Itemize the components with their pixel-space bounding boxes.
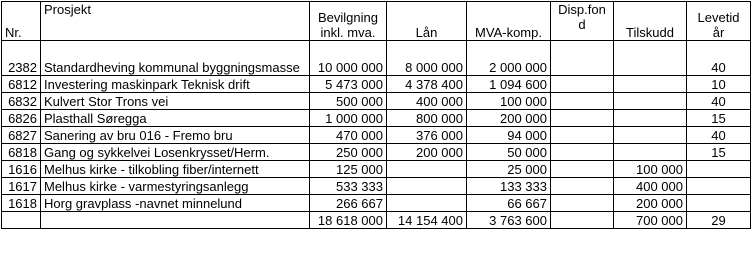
cell-mva: 50 000	[467, 144, 551, 161]
cell-prosjekt: Kulvert Stor Trons vei	[41, 93, 310, 110]
cell-mva: 1 094 600	[467, 76, 551, 93]
cell-lan: 200 000	[387, 144, 467, 161]
table-row	[2, 161, 751, 178]
table-row	[2, 144, 751, 161]
cell-levetid: 15	[687, 110, 751, 127]
cell-prosjekt: Sanering av bru 016 - Fremo bru	[41, 127, 310, 144]
header-disp: Disp.fon d	[551, 2, 614, 41]
cell-bevilgning: 10 000 000	[310, 41, 387, 76]
cell-nr: 6827	[2, 127, 41, 144]
cell-mva: 133 333	[467, 178, 551, 195]
cell-tilskudd	[614, 144, 687, 161]
cell-mva: 94 000	[467, 127, 551, 144]
cell-nr: 1616	[2, 161, 41, 178]
cell-lan: 4 378 400	[387, 76, 467, 93]
cell-bevilgning: 470 000	[310, 127, 387, 144]
cell-tilskudd: 400 000	[614, 178, 687, 195]
cell-levetid: 10	[687, 76, 751, 93]
cell-tilskudd	[614, 93, 687, 110]
total-mva: 3 763 600	[467, 212, 551, 229]
cell-bevilgning: 266 667	[310, 195, 387, 212]
cell-bevilgning: 125 000	[310, 161, 387, 178]
header-bevilgning: Bevilgning inkl. mva.	[310, 2, 387, 41]
table-row	[2, 41, 751, 76]
cell-nr: 2382	[2, 41, 41, 76]
cell-prosjekt: Investering maskinpark Teknisk drift	[41, 76, 310, 93]
cell-tilskudd	[614, 127, 687, 144]
cell-mva: 200 000	[467, 110, 551, 127]
cell-lan: 400 000	[387, 93, 467, 110]
cell-tilskudd	[614, 76, 687, 93]
cell-disp	[551, 161, 614, 178]
cell-disp	[551, 41, 614, 76]
totals-row	[2, 212, 751, 229]
cell-bevilgning: 1 000 000	[310, 110, 387, 127]
cell-mva: 2 000 000	[467, 41, 551, 76]
cell-levetid	[687, 178, 751, 195]
cell-bevilgning: 500 000	[310, 93, 387, 110]
cell-tilskudd	[614, 110, 687, 127]
cell-levetid: 40	[687, 41, 751, 76]
total-levetid: 29	[687, 212, 751, 229]
header-row	[2, 2, 751, 41]
table-row	[2, 195, 751, 212]
cell-prosjekt: Melhus kirke - tilkobling fiber/internett	[41, 161, 310, 178]
cell-disp	[551, 76, 614, 93]
total-tilskudd: 700 000	[614, 212, 687, 229]
cell-lan	[387, 161, 467, 178]
cell-nr: 6818	[2, 144, 41, 161]
cell-lan: 376 000	[387, 127, 467, 144]
header-mva: MVA-komp.	[467, 2, 551, 41]
cell-nr: 1618	[2, 195, 41, 212]
cell-lan: 800 000	[387, 110, 467, 127]
cell-nr: 6826	[2, 110, 41, 127]
cell-levetid	[687, 195, 751, 212]
cell-nr: 6832	[2, 93, 41, 110]
cell-disp	[551, 93, 614, 110]
table-row	[2, 76, 751, 93]
cell-levetid: 40	[687, 127, 751, 144]
table-row	[2, 178, 751, 195]
table-row	[2, 127, 751, 144]
cell-mva: 66 667	[467, 195, 551, 212]
total-disp	[551, 212, 614, 229]
cell-nr: 1617	[2, 178, 41, 195]
cell-disp	[551, 195, 614, 212]
total-lan: 14 154 400	[387, 212, 467, 229]
budget-table	[1, 1, 751, 229]
cell-prosjekt: Standardheving kommunal byggningsmasse	[41, 41, 310, 76]
cell-disp	[551, 110, 614, 127]
cell-bevilgning: 5 473 000	[310, 76, 387, 93]
cell-levetid	[687, 161, 751, 178]
cell-nr: 6812	[2, 76, 41, 93]
cell-prosjekt	[41, 212, 310, 229]
cell-tilskudd: 200 000	[614, 195, 687, 212]
cell-nr	[2, 212, 41, 229]
table-row	[2, 93, 751, 110]
total-bevilgning: 18 618 000	[310, 212, 387, 229]
cell-disp	[551, 144, 614, 161]
cell-bevilgning: 250 000	[310, 144, 387, 161]
header-lan: Lån	[387, 2, 467, 41]
cell-lan: 8 000 000	[387, 41, 467, 76]
cell-prosjekt: Gang og sykkelvei Losenkrysset/Herm.	[41, 144, 310, 161]
cell-lan	[387, 195, 467, 212]
header-nr: Nr.	[2, 2, 41, 41]
cell-disp	[551, 178, 614, 195]
cell-tilskudd: 100 000	[614, 161, 687, 178]
header-tilskudd: Tilskudd	[614, 2, 687, 41]
cell-levetid: 15	[687, 144, 751, 161]
cell-tilskudd	[614, 41, 687, 76]
cell-bevilgning: 533 333	[310, 178, 387, 195]
cell-disp	[551, 127, 614, 144]
header-levetid: Levetid år	[687, 2, 751, 41]
cell-prosjekt: Horg gravplass -navnet minnelund	[41, 195, 310, 212]
cell-levetid: 40	[687, 93, 751, 110]
cell-prosjekt: Plasthall Søregga	[41, 110, 310, 127]
cell-mva: 100 000	[467, 93, 551, 110]
table-row	[2, 110, 751, 127]
cell-lan	[387, 178, 467, 195]
header-prosjekt: Prosjekt	[41, 2, 310, 41]
cell-prosjekt: Melhus kirke - varmestyringsanlegg	[41, 178, 310, 195]
cell-mva: 25 000	[467, 161, 551, 178]
